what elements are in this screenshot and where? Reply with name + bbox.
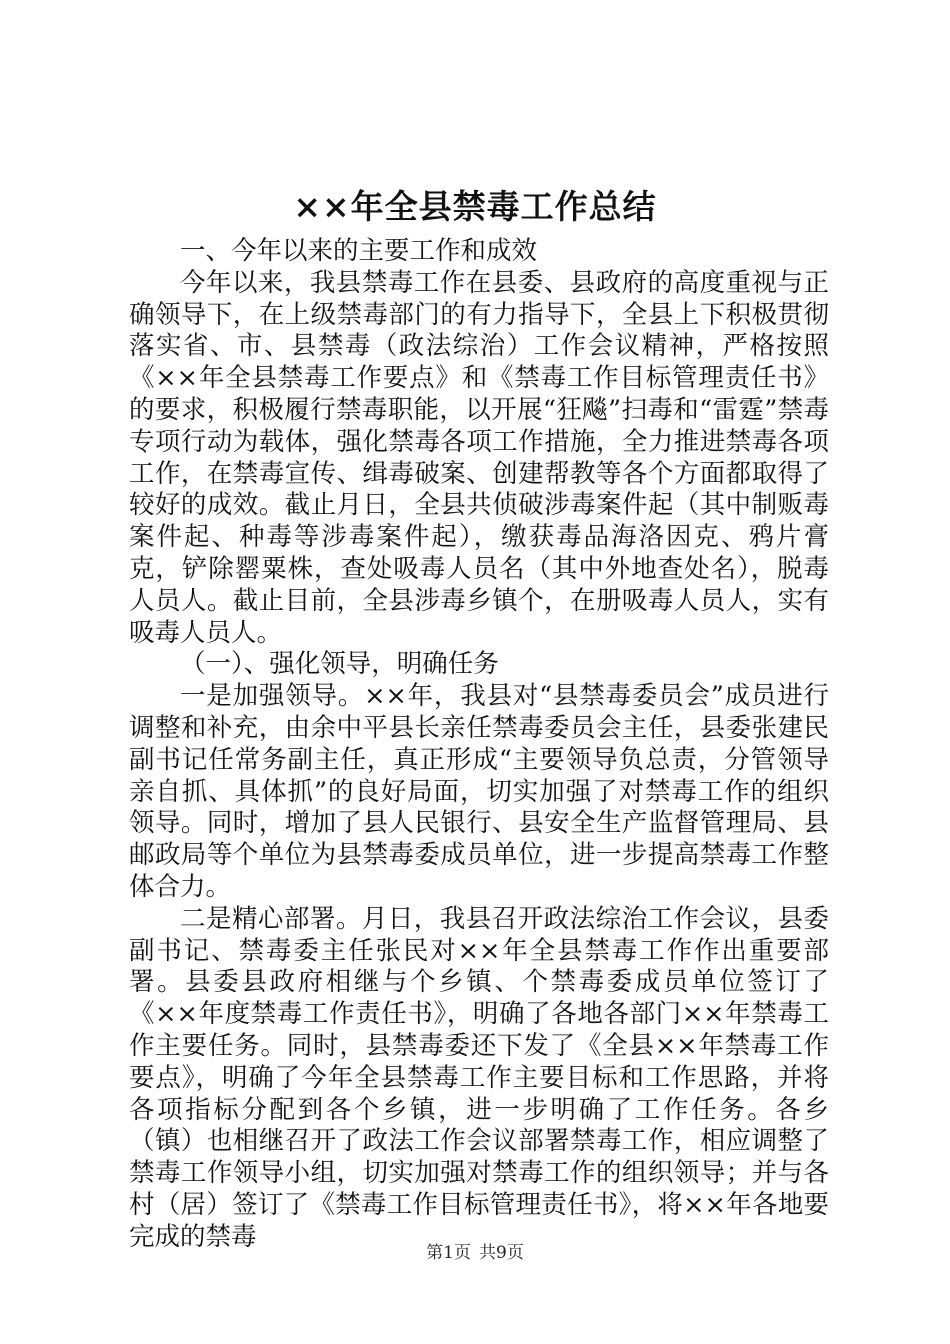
body-paragraph: 今年以来，我县禁毒工作在县委、县政府的高度重视与正确领导下，在上级禁毒部门的有力指导下，全县上下积极贯彻落实省、市、县禁毒（政法综治）工作会议精神，严格按照《××年全县禁毒工作要点》和《禁毒工作目标管理责任书》的要求，积极履行禁毒职能，以开展“狂飚”扫毒和“雷霆”禁毒专项行动为载体，强化禁毒各项工作措施，全力推进禁毒各项工作，在禁毒宣传、缉毒破案、创建帮教等各个方面都取得了较好的成效。截止月日，全县共侦破涉毒案件起（其中制贩毒案件起、种毒等涉毒案件起），缴获毒品海洛因克、鸦片膏克，铲除罂粟株，查处吸毒人员名（其中外地查处名），脱毒人员人。截止目前，全县涉毒乡镇个，在册吸毒人员人，实有吸毒人员人。 [129, 267, 829, 648]
subsection-heading: （一）、强化领导，明确任务 [180, 649, 499, 680]
page-number: 第1页 [426, 1243, 471, 1263]
page-footer [0, 1241, 950, 1265]
section-heading: 一、今年以来的主要工作和成效 [180, 236, 538, 266]
document-body [129, 236, 829, 1254]
body-paragraph: 二是精心部署。月日，我县召开政法综治工作会议，县委副书记、禁毒委主任张民对××年全县禁毒工作作出重要部署。县委县政府相继与个乡镇、个禁毒委成员单位签订了《××年度禁毒工作责任书》，明确了各地各部门××年禁毒工作主要任务。同时，县禁毒委还下发了《全县××年禁毒工作要点》，明确了今年全县禁毒工作主要目标和工作思路，并将各项指标分配到各个乡镇，进一步明确了工作任务。各乡（镇）也相继召开了政法工作会议部署禁毒工作，相应调整了禁毒工作领导小组，切实加强对禁毒工作的组织领导；并与各村（居）签订了《禁毒工作目标管理责任书》，将××年各地要完成的禁毒 [129, 903, 829, 1252]
page-total: 共9页 [479, 1243, 524, 1263]
document-title: ××年全县禁毒工作总结 [293, 187, 657, 226]
body-paragraph: 一是加强领导。××年，我县对“县禁毒委员会”成员进行调整和补充，由余中平县长亲任禁毒委员会主任，县委张建民副书记任常务副主任，真正形成“主要领导负总责，分管领导亲自抓、具体抓”的良好局面，切实加强了对禁毒工作的组织领导。同时，增加了县人民银行、县安全生产监督管理局、县邮政局等个单位为县禁毒委成员单位，进一步提高禁毒工作整体合力。 [129, 681, 829, 902]
